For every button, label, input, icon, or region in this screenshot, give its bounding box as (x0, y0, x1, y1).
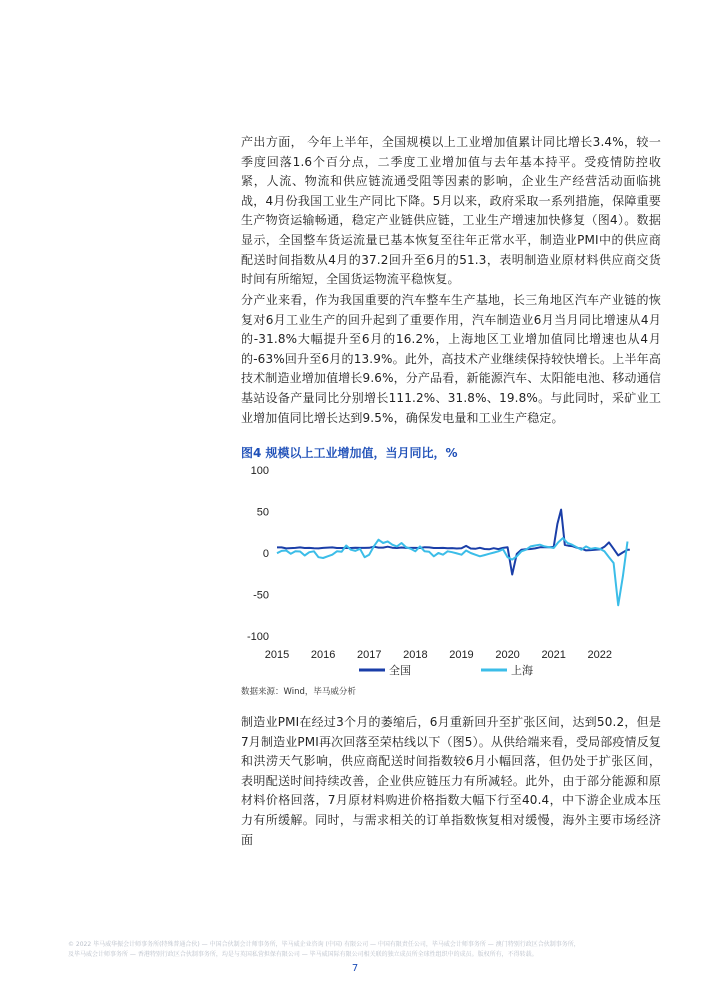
y-tick-label: -50 (253, 589, 269, 602)
paragraph-by-industry: 分产业来看，作为我国重要的汽车整车生产基地，长三角地区汽车产业链的恢复对6月工业生产的回升起到了重要作用，汽车制造业6月当月同比增速从4月的-31.8%大幅提升至6月的16.2%，上海地区工业增加值同比增速也从4月的-63%回升至6月的13.9%。此外，高技术产业继续保持较快增长。上半年高技术制造业增加值增长9.6%，分产品看，新能源汽车、太阳能电池、移动通信基站设备产量同比分别增长111.2%、31.8%、19.8%。与此同时，采矿业工业增加值同比增长达到9.5%，确保发电量和工业生产稳定。 (241, 293, 661, 425)
footer-line-1: © 2022 毕马威华振会计师事务所(特殊普通合伙) — 中国合伙制会计师事务所，毕马威企业咨询 (中国) 有限公司 — 中国有限责任公司，毕马威会计师事务所 — 澳门特别行政区合伙制事务所， (68, 941, 580, 948)
y-tick-label: 50 (256, 506, 269, 519)
series-lines (277, 510, 630, 606)
footer-line-2: 及毕马威会计师事务所 — 香港特别行政区合伙制事务所，均是与英国私营担保有限公司 — 毕马威国际有限公司相关联的独立成员所全球性组织中的成员。版权所有，不得转载。 (68, 951, 538, 958)
x-tick-label: 2015 (264, 649, 290, 661)
legend (359, 663, 533, 677)
y-axis (247, 465, 269, 643)
legend-label: 上海 (511, 665, 533, 677)
page-number: 7 (351, 963, 359, 974)
x-tick-label: 2021 (541, 649, 566, 661)
x-tick-label: 2016 (310, 649, 336, 661)
x-axis (265, 649, 612, 661)
paragraph-industrial-output: 产出方面， 今年上半年，全国规模以上工业增加值累计同比增长3.4%，较一季度回落1.6个百分点，二季度工业增加值与去年基本持平。受疫情防控收紧，人流、物流和供应链流通受阻等因素的影响，企业生产经营活动面临挑战，4月份我国工业生产同比下降。5月以来，政府采取一系列措施，保障重要生产物资运输畅通，稳定产业链供应链，工业生产增速加快修复（图4）。数据显示，全国整车货运流量已基本恢复至往年正常水平，制造业PMI中的供应商配送时间指数从4月的37.2回升至6月的51.3，表明制造业原材料供应商交货时间有所缩短，全国货运物流平稳恢复。 (241, 135, 661, 287)
x-tick-label: 2017 (356, 649, 382, 661)
y-tick-label: 0 (262, 548, 269, 560)
data-source: 数据来源：Wind，毕马威分析 (241, 687, 356, 697)
y-tick-label: -100 (246, 631, 269, 643)
y-tick-label: 100 (250, 465, 269, 477)
figure-title: 图4 规模以上工业增加值，当月同比，% (241, 446, 458, 460)
copyright-footer (68, 940, 668, 960)
x-tick-label: 2019 (449, 649, 474, 661)
paragraph-pmi: 制造业PMI在经过3个月的萎缩后，6月重新回升至扩张区间，达到50.2，但是7月制造业PMI再次回落至荣枯线以下（图5）。从供给端来看，受局部疫情反复和洪涝天气影响，供应商配送时间指数较6月小幅回落，但仍处于扩张区间，表明配送时间持续改善，企业供应链压力有所减轻。此外，由于部分能源和原材料价格回落，7月原材料购进价格指数大幅下行至40.4，中下游企业成本压力有所缓解。同时，与需求相关的订单指数恢复相对缓慢，海外主要市场经济面 (241, 715, 661, 847)
x-tick-label: 2018 (403, 649, 428, 661)
legend-label: 全国 (389, 665, 411, 677)
series-line-national (277, 510, 630, 575)
industrial-value-added-chart (241, 460, 661, 690)
x-tick-label: 2022 (587, 649, 613, 661)
x-tick-label: 2020 (495, 649, 520, 661)
